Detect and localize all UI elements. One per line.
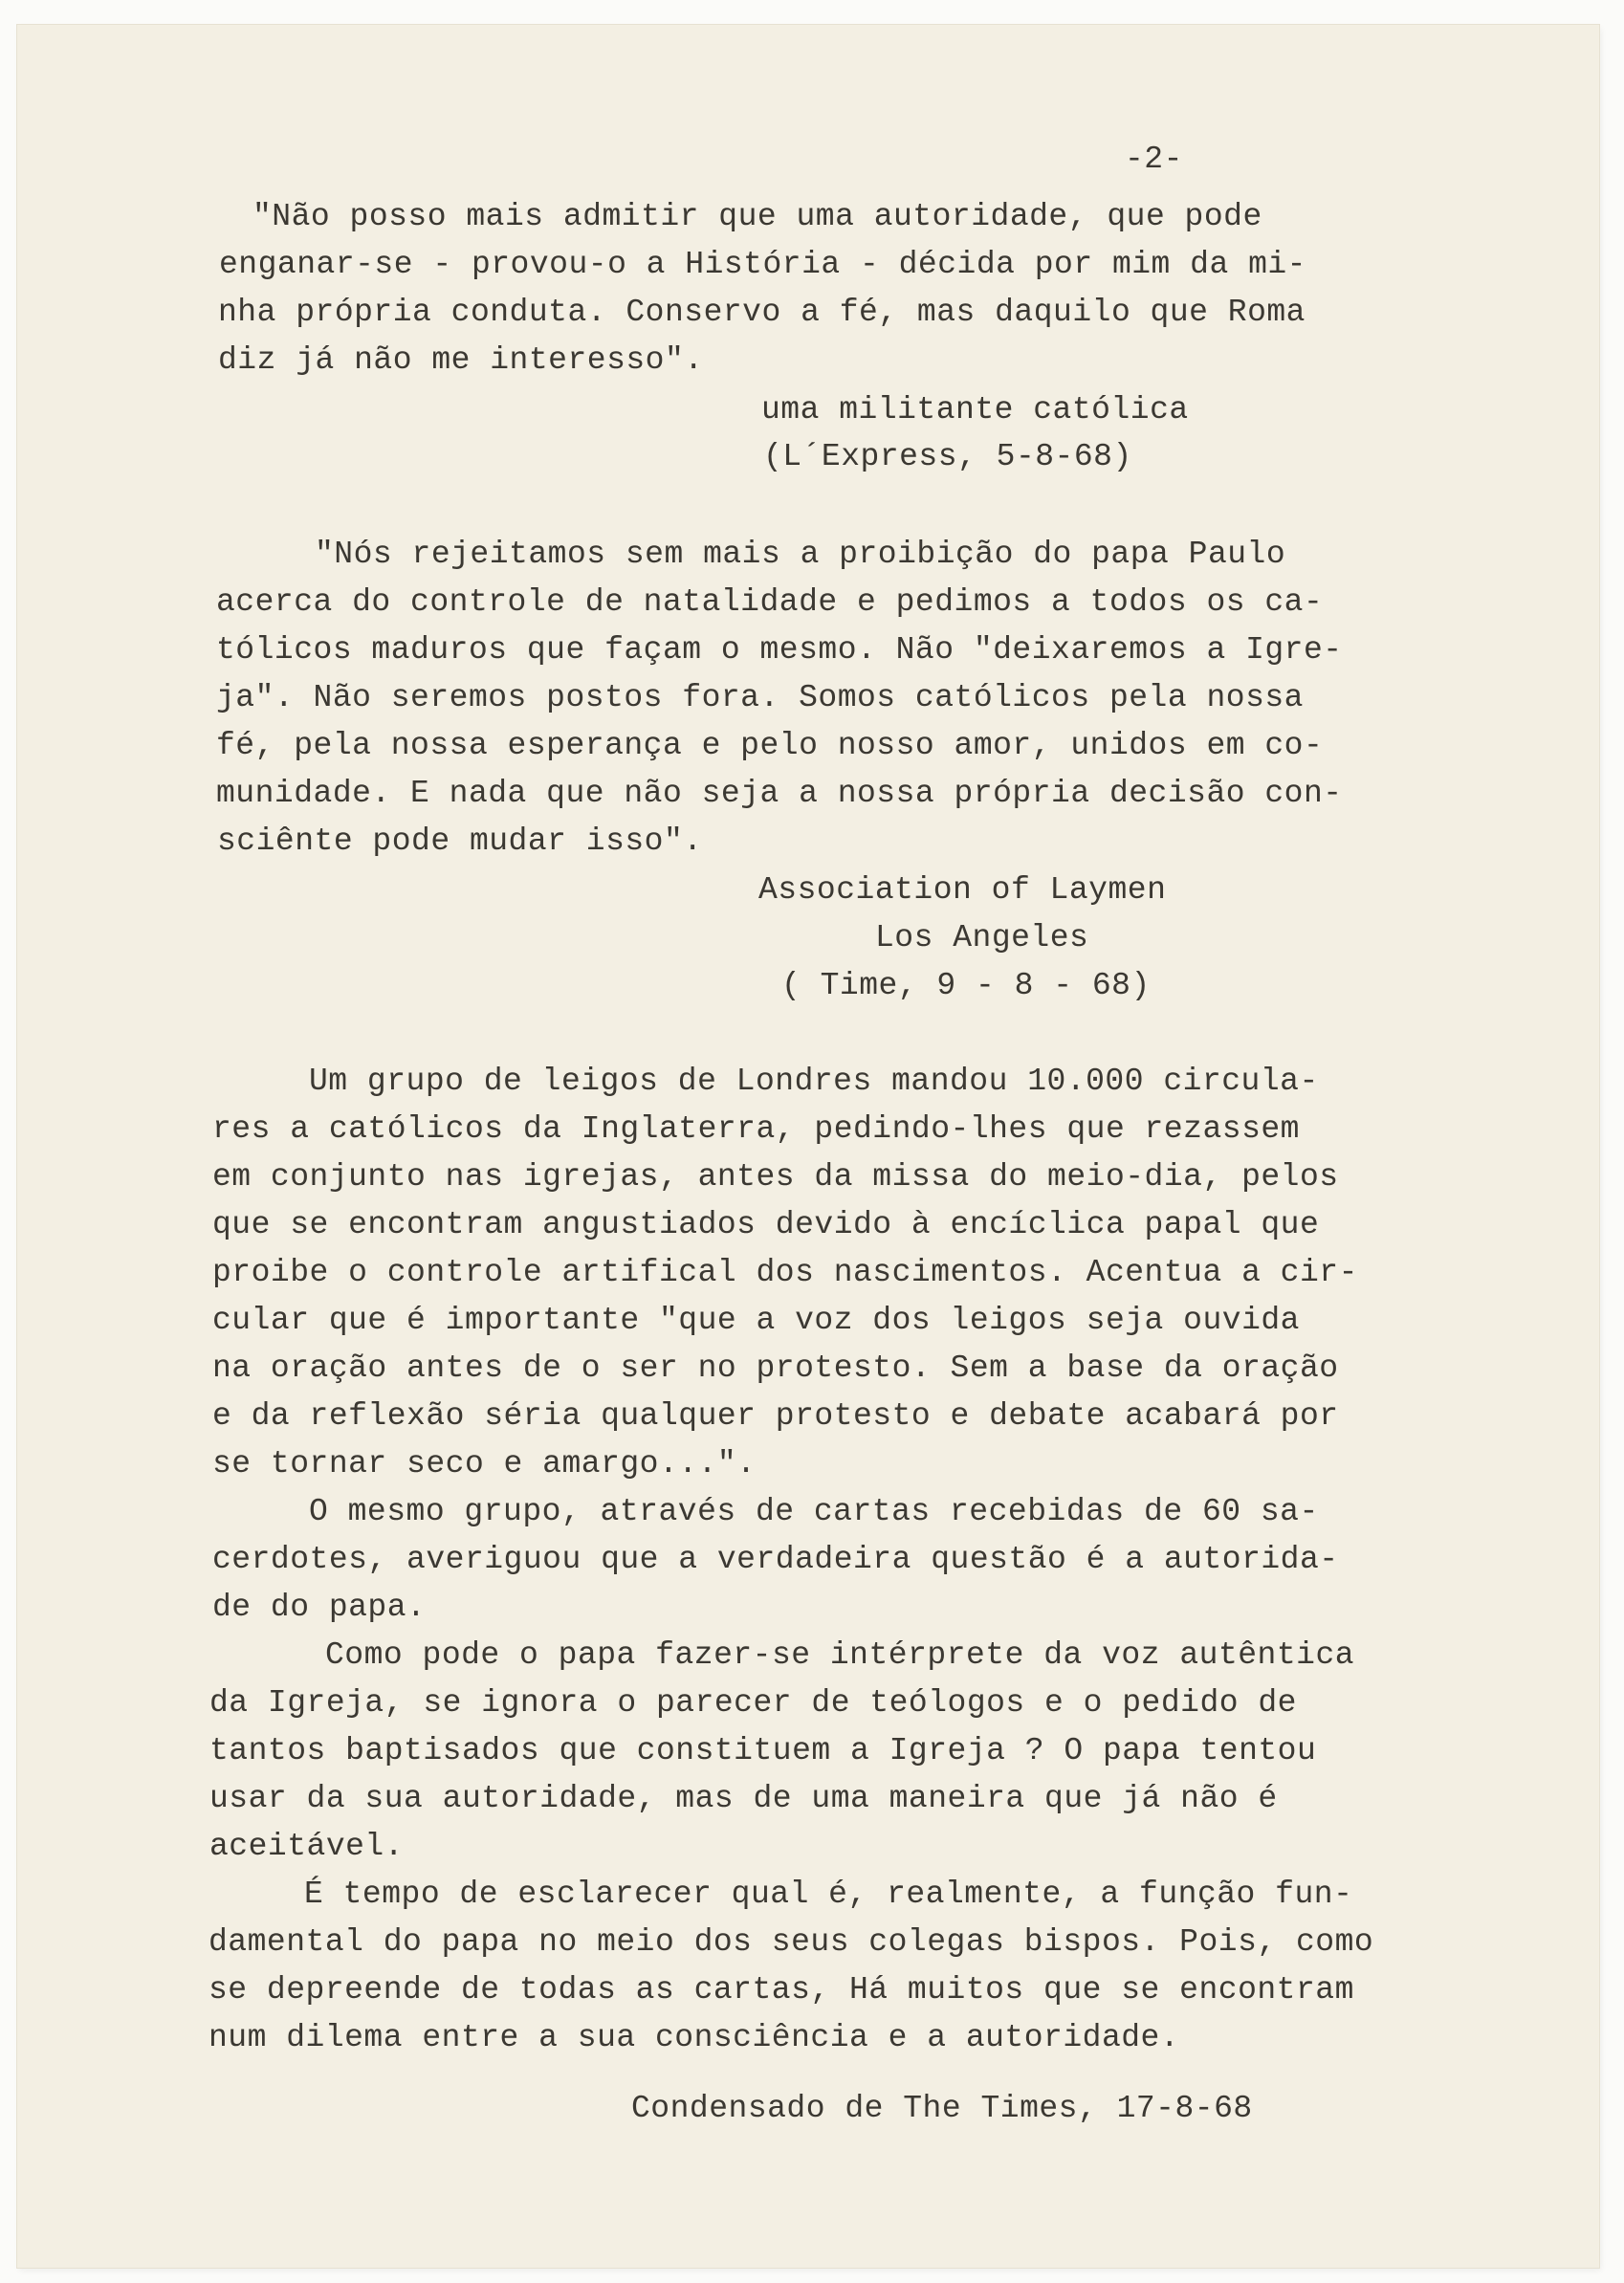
paragraph1-line: na oração antes de o ser no protesto. Sem a base da oração (212, 1350, 1339, 1386)
paragraph1-line: Um grupo de leigos de Londres mandou 10.000 circula- (309, 1064, 1319, 1099)
paragraph4-line: num dilema entre a sua consciência e a autoridade. (208, 2020, 1180, 2055)
paragraph3-line: aceitável. (209, 1829, 405, 1864)
paragraph3-line: usar da sua autoridade, mas de uma maneira que já não é (209, 1781, 1278, 1816)
paragraph1-line: proibe o controle artifical dos nascimentos. Acentua a cir- (212, 1255, 1358, 1290)
quote2-line: sciênte pode mudar isso". (217, 823, 703, 859)
quote2-line: "Nós rejeitamos sem mais a proibição do papa Paulo (315, 537, 1286, 572)
quote2-line: fé, pela nossa esperança e pelo nosso amor, unidos em co- (216, 728, 1324, 763)
quote2-line: munidade. E nada que não seja a nossa própria decisão con- (216, 776, 1343, 811)
paragraph1-line: se tornar seco e amargo...". (212, 1446, 757, 1482)
quote2-line: acerca do controle de natalidade e pedimos a todos os ca- (216, 584, 1324, 620)
paragraph3-line: tantos baptisados que constituem a Igreja ? O papa tentou (209, 1733, 1317, 1768)
paragraph1-line: res a católicos da Inglaterra, pedindo-lhes que rezassem (212, 1111, 1300, 1147)
quote2-line: ja". Não seremos postos fora. Somos católicos pela nossa (216, 680, 1304, 715)
quote1-line: enganar-se - provou-o a História - décida por mim da mi- (219, 247, 1306, 282)
quote1-line: nha própria conduta. Conservo a fé, mas daquilo que Roma (218, 295, 1306, 330)
paragraph2-line: cerdotes, averiguou que a verdadeira questão é a autorida- (212, 1542, 1339, 1577)
quote2-location: Los Angeles (875, 920, 1089, 955)
closing-source: Condensado de The Times, 17-8-68 (631, 2091, 1253, 2126)
paragraph1-line: em conjunto nas igrejas, antes da missa do meio-dia, pelos (212, 1159, 1339, 1195)
paragraph4-line: damental do papa no meio dos seus colegas bispos. Pois, como (208, 1924, 1374, 1960)
quote2-source: ( Time, 9 - 8 - 68) (781, 968, 1151, 1003)
quote1-attribution: uma militante católica (761, 392, 1189, 428)
paragraph1-line: e da reflexão séria qualquer protesto e debate acabará por (212, 1398, 1339, 1434)
page-number: -2- (1125, 142, 1183, 177)
paragraph4-line: É tempo de esclarecer qual é, realmente, a função fun- (304, 1877, 1353, 1912)
quote2-attribution: Association of Laymen (758, 872, 1167, 908)
paragraph3-line: da Igreja, se ignora o parecer de teólogos e o pedido de (209, 1685, 1297, 1721)
quote1-line: "Não posso mais admitir que uma autoridade, que pode (252, 199, 1262, 234)
paragraph2-line: de do papa. (212, 1590, 427, 1625)
paragraph4-line: se depreende de todas as cartas, Há muitos que se encontram (208, 1972, 1354, 2008)
paragraph2-line: O mesmo grupo, através de cartas recebidas de 60 sa- (309, 1494, 1319, 1529)
paragraph3-line: Como pode o papa fazer-se intérprete da voz autêntica (325, 1637, 1355, 1673)
quote1-line: diz já não me interesso". (218, 342, 704, 378)
paragraph1-line: que se encontram angustiados devido à encíclica papal que (212, 1207, 1320, 1242)
paragraph1-line: cular que é importante "que a voz dos leigos seja ouvida (212, 1303, 1300, 1338)
quote2-line: tólicos maduros que façam o mesmo. Não "deixaremos a Igre- (216, 632, 1343, 668)
quote1-source: (L´Express, 5-8-68) (763, 439, 1132, 474)
